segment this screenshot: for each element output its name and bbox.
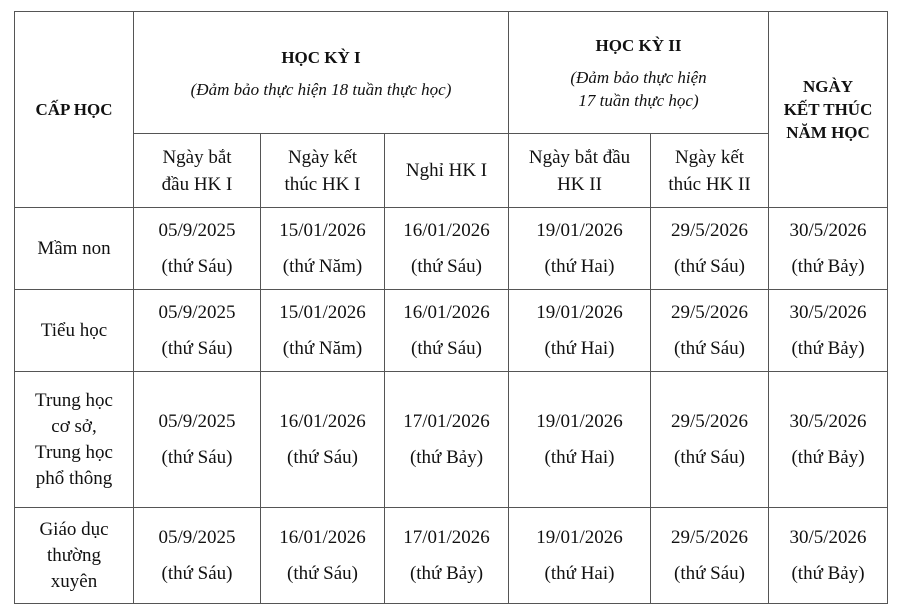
weekday-value: (thứ Hai) <box>544 562 615 584</box>
weekday-value: (thứ Hai) <box>544 255 615 277</box>
weekday-value: (thứ Sáu) <box>161 446 233 468</box>
date-value: 05/9/2025 <box>158 219 236 241</box>
semester2-title: HỌC KỲ II <box>595 36 682 55</box>
weekday-value: (thứ Bảy) <box>791 337 865 359</box>
date-cell <box>134 290 261 372</box>
weekday-value: (thứ Hai) <box>544 446 615 468</box>
date-value: 16/01/2026 <box>279 410 366 432</box>
end-date-header-line3: NĂM HỌC <box>786 123 870 142</box>
s2-start-header-line2: HK II <box>557 173 602 195</box>
date-value: 30/5/2026 <box>789 219 867 241</box>
date-value: 29/5/2026 <box>670 410 749 432</box>
date-cell <box>261 208 385 290</box>
weekday-value: (thứ Năm) <box>282 255 363 277</box>
weekday-value: (thứ Bảy) <box>409 446 484 468</box>
schedule-rows <box>15 208 888 604</box>
weekday-value: (thứ Sáu) <box>674 337 745 359</box>
level-column-header: CẤP HỌC <box>15 12 134 208</box>
weekday-value: (thứ Sáu) <box>674 446 745 468</box>
date-cell <box>261 290 385 372</box>
weekday-value: (thứ Bảy) <box>791 446 865 468</box>
level-line1: Giáo dục <box>39 518 109 540</box>
semester1-note: (Đảm bảo thực hiện 18 tuần thực học) <box>190 79 452 99</box>
weekday-value: (thứ Bảy) <box>791 562 865 584</box>
s1-start-header-line1: Ngày bắt <box>162 146 232 168</box>
weekday-value: (thứ Sáu) <box>674 562 745 584</box>
weekday-value: (thứ Sáu) <box>287 446 358 468</box>
date-value: 30/5/2026 <box>789 301 867 323</box>
date-cell <box>651 372 769 508</box>
date-value: 05/9/2025 <box>158 526 236 548</box>
school-year-schedule-table <box>14 11 888 604</box>
level-cell <box>15 508 134 604</box>
level-cell <box>15 372 134 508</box>
date-cell <box>385 290 509 372</box>
end-date-header-line2: KẾT THÚC <box>783 100 873 119</box>
semester2-note-line2: 17 tuần thực học) <box>578 91 699 110</box>
date-cell <box>769 372 888 508</box>
date-cell <box>651 208 769 290</box>
end-date-header-line1: NGÀY <box>802 77 854 96</box>
date-value: 19/01/2026 <box>536 410 623 432</box>
weekday-value: (thứ Sáu) <box>161 255 233 277</box>
date-cell <box>261 372 385 508</box>
date-cell <box>134 508 261 604</box>
s2-start-header-line1: Ngày bắt đầu <box>528 146 631 168</box>
weekday-value: (thứ Sáu) <box>161 337 233 359</box>
date-cell <box>385 508 509 604</box>
level-line1: Tiểu học <box>40 319 108 341</box>
semester2-note-line1: (Đảm bảo thực hiện <box>570 68 707 87</box>
date-value: 29/5/2026 <box>670 219 749 241</box>
table-row <box>15 372 888 508</box>
weekday-value: (thứ Bảy) <box>409 562 484 584</box>
date-cell <box>769 208 888 290</box>
s1-start-header-line2: đầu HK I <box>161 173 233 195</box>
level-cell <box>15 290 134 372</box>
date-value: 05/9/2025 <box>158 301 236 323</box>
date-cell <box>385 208 509 290</box>
date-cell <box>509 508 651 604</box>
weekday-value: (thứ Sáu) <box>411 337 482 359</box>
date-cell <box>509 372 651 508</box>
level-line1: Mầm non <box>37 237 111 259</box>
date-value: 29/5/2026 <box>670 526 749 548</box>
weekday-value: (thứ Bảy) <box>791 255 865 277</box>
level-line2: cơ sở, <box>51 415 97 437</box>
s1-end-header <box>261 134 385 208</box>
date-cell <box>769 508 888 604</box>
weekday-value: (thứ Sáu) <box>674 255 745 277</box>
semester1-header <box>134 12 509 134</box>
date-value: 17/01/2026 <box>403 526 490 548</box>
semester1-title: HỌC KỲ I <box>281 47 361 67</box>
table-row <box>15 508 888 604</box>
weekday-value: (thứ Sáu) <box>287 562 358 584</box>
weekday-value: (thứ Sáu) <box>411 255 482 277</box>
s2-end-header-line1: Ngày kết <box>674 146 745 168</box>
date-value: 15/01/2026 <box>279 219 366 241</box>
date-value: 15/01/2026 <box>279 301 366 323</box>
weekday-value: (thứ Năm) <box>282 337 363 359</box>
s1-end-header-line1: Ngày kết <box>287 146 358 168</box>
header-row-main <box>15 12 888 134</box>
level-line3: xuyên <box>50 570 98 592</box>
date-cell <box>134 372 261 508</box>
level-cell <box>15 208 134 290</box>
weekday-value: (thứ Hai) <box>544 337 615 359</box>
date-cell <box>134 208 261 290</box>
semester2-header <box>509 12 769 134</box>
table-row <box>15 290 888 372</box>
date-value: 19/01/2026 <box>536 219 623 241</box>
date-value: 29/5/2026 <box>670 301 749 323</box>
level-line4: phổ thông <box>35 467 113 489</box>
header-row-sub <box>15 134 888 208</box>
s2-end-header-line2: thúc HK II <box>668 173 751 195</box>
s1-start-header <box>134 134 261 208</box>
s1-break-header: Nghỉ HK I <box>385 134 509 208</box>
s2-start-header <box>509 134 651 208</box>
date-cell <box>509 208 651 290</box>
date-cell <box>651 508 769 604</box>
level-line3: Trung học <box>35 441 113 463</box>
date-cell <box>385 372 509 508</box>
date-value: 16/01/2026 <box>279 526 366 548</box>
s1-end-header-line2: thúc HK I <box>284 173 361 195</box>
date-cell <box>509 290 651 372</box>
date-value: 19/01/2026 <box>536 526 623 548</box>
weekday-value: (thứ Sáu) <box>161 562 233 584</box>
date-value: 30/5/2026 <box>789 410 867 432</box>
date-value: 16/01/2026 <box>403 219 490 241</box>
date-cell <box>769 290 888 372</box>
end-date-header <box>769 12 888 208</box>
level-line2: thường <box>46 544 102 566</box>
table-row <box>15 208 888 290</box>
s2-end-header <box>651 134 769 208</box>
date-value: 05/9/2025 <box>158 410 236 432</box>
level-line1: Trung học <box>35 389 113 411</box>
date-cell <box>261 508 385 604</box>
date-value: 30/5/2026 <box>789 526 867 548</box>
date-cell <box>651 290 769 372</box>
date-value: 17/01/2026 <box>403 410 490 432</box>
date-value: 16/01/2026 <box>403 301 490 323</box>
date-value: 19/01/2026 <box>536 301 623 323</box>
